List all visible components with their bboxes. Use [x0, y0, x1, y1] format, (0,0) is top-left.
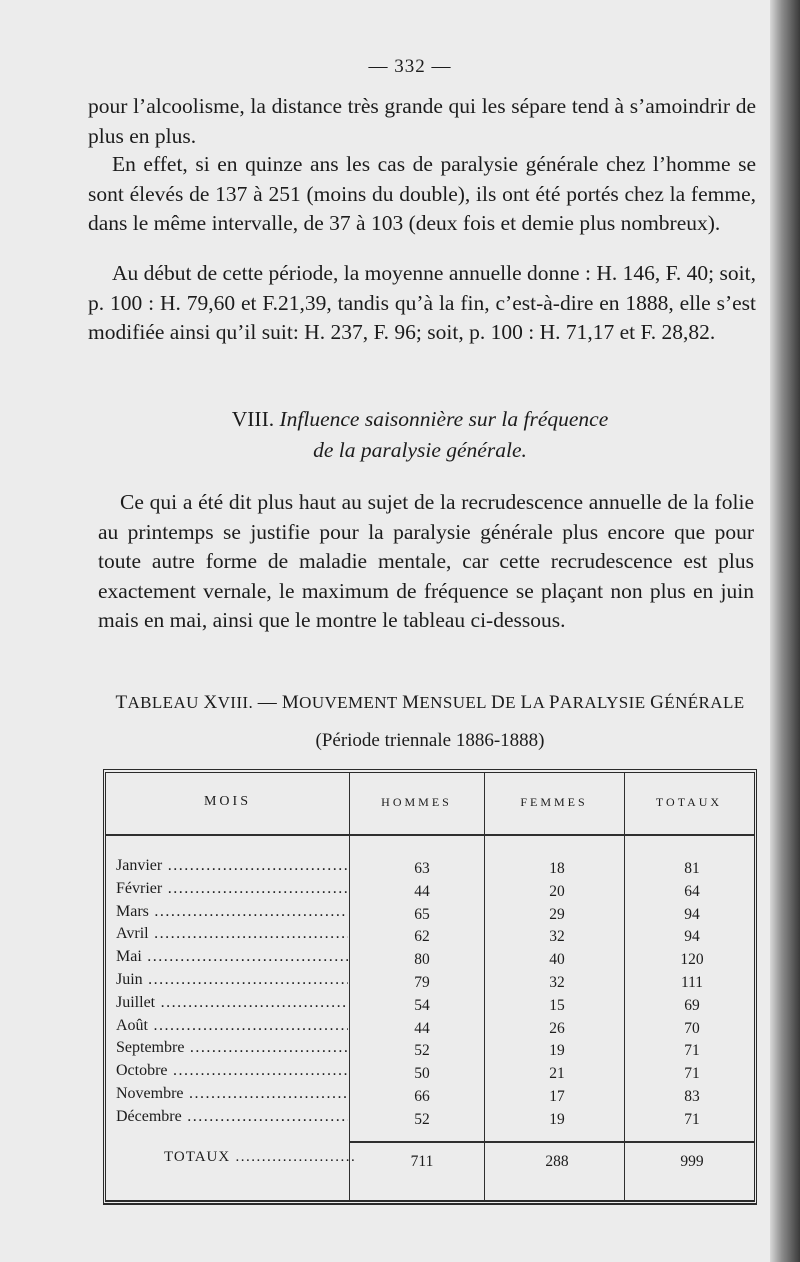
femmes-value: 19 [549, 1042, 565, 1060]
table-row [106, 1017, 754, 1040]
month-name: Décembre ..... [116, 1108, 348, 1126]
femmes-value: 15 [549, 996, 565, 1014]
totaux-value: 71 [684, 1042, 700, 1060]
table-row [106, 994, 754, 1017]
femmes-value: 18 [549, 860, 565, 877]
header-rule [106, 834, 754, 836]
section-title-line-1: Influence saisonnière sur la fréquence [279, 407, 609, 431]
month-name: Septembre ..... [116, 1039, 348, 1057]
paragraph-3: Au début de cette période, la moyenne annuelle donne : H. 146, F. 40; soit, p. 100 : H. 79,60 et F.21,39, tandis qu’à la fin, c’est-à-dire en 1888, elle s’est modifiée ainsi qu’il suit: H. 237, F. 96; soit, p. 100 : H. 71,17 et F. 28,82. [88, 261, 756, 345]
month-name: Novembre ..... [116, 1085, 348, 1103]
totaux-value: 71 [684, 1065, 700, 1083]
table-row [106, 1085, 754, 1108]
table-row [106, 880, 754, 903]
totaux-value: 94 [684, 905, 700, 923]
femmes-value: 17 [549, 1088, 565, 1105]
femmes-value: 32 [549, 974, 565, 991]
hommes-value: 66 [414, 1088, 430, 1105]
paragraph-4: Ce qui a été dit plus haut au sujet de la recrudescence annuelle de la folie au printemps se justifie pour la paralysie générale plus encore que pour toute autre forme de maladie mentale, car cette recrudescence est plus exactement vernale, le maximum de fréquence se plaçant non plus en juin mais en mai, ainsi que le montre le tableau ci-dessous. [98, 490, 754, 633]
total-rule [349, 1141, 754, 1143]
month-name: Avril ..... [116, 925, 348, 943]
total-label [164, 1149, 354, 1166]
month-name: Mai ..... [116, 948, 348, 966]
table-row [106, 1039, 754, 1062]
month-name: Juin ..... [116, 971, 348, 989]
femmes-value: 19 [549, 1110, 565, 1128]
total-hommes: 711 [410, 1153, 434, 1170]
paragraph-1: pour l’alcoolisme, la distance très grande qui les sépare tend à s’amoindrir de plus en plus. [88, 94, 756, 148]
femmes-value: 32 [549, 928, 565, 946]
totaux-value: 69 [684, 996, 700, 1014]
table-row [106, 1108, 754, 1131]
total-label-text: TOTAUX [164, 1149, 231, 1165]
hommes-value: 62 [414, 928, 430, 946]
hommes-value: 52 [414, 1110, 430, 1128]
hommes-value: 65 [414, 905, 430, 923]
totaux-value: 71 [684, 1110, 700, 1128]
hommes-value: 63 [414, 860, 430, 877]
header-mois: MOIS [203, 794, 251, 809]
femmes-value: 20 [549, 882, 565, 900]
totaux-value: 111 [680, 974, 704, 991]
table-row [106, 925, 754, 948]
totaux-value: 81 [684, 860, 700, 877]
totaux-value: 83 [684, 1088, 700, 1105]
hommes-value: 80 [414, 951, 430, 969]
totaux-value: 120 [680, 951, 704, 969]
hommes-value: 54 [414, 996, 430, 1014]
table-row [106, 1062, 754, 1085]
section-title-line-2: de la paralysie générale. [313, 438, 527, 462]
header-totaux: TOTAUX [655, 795, 723, 809]
page-number: — 332 — [368, 56, 452, 77]
header-hommes: HOMMES [381, 795, 452, 809]
table-row [106, 903, 754, 926]
section-heading [90, 404, 750, 466]
hommes-value: 44 [414, 882, 430, 900]
totaux-value: 94 [684, 928, 700, 946]
total-femmes: 288 [545, 1153, 569, 1170]
totaux-value: 70 [684, 1019, 700, 1037]
month-name: Juillet ..... [116, 994, 348, 1012]
month-name: Janvier ..... [116, 857, 348, 875]
section-number: VIII. [231, 407, 275, 431]
header-femmes: FEMMES [520, 795, 588, 809]
femmes-value: 40 [549, 951, 565, 969]
table-caption [90, 692, 770, 714]
month-name: Octobre ..... [116, 1062, 348, 1080]
hommes-value: 50 [414, 1065, 430, 1083]
totaux-value: 64 [684, 882, 700, 900]
paragraph-2: En effet, si en quinze ans les cas de paralysie générale chez l’homme se sont élevés de 137 à 251 (moins du double), ils ont été portés chez la femme, dans le même intervalle, de 37 à 103 (deux fois et demie plus nombreux). [88, 152, 756, 236]
page-edge-shadow [770, 0, 800, 1262]
femmes-value: 26 [549, 1019, 565, 1037]
table-row [106, 948, 754, 971]
month-name: Février ..... [116, 880, 348, 898]
month-name: Mars ..... [116, 903, 348, 921]
hommes-value: 44 [414, 1019, 430, 1037]
monthly-table [103, 769, 757, 1205]
total-totaux: 999 [680, 1153, 704, 1170]
table-row [106, 857, 754, 880]
femmes-value: 21 [549, 1065, 565, 1083]
table-caption-text: TABLEAU XVIII. — MOUVEMENT MENSUEL DE LA PARALYSIE GÉNÉRALE [115, 692, 745, 713]
table-subcaption: (Période triennale 1886-1888) [315, 730, 545, 751]
table-row [106, 971, 754, 994]
hommes-value: 52 [414, 1042, 430, 1060]
month-name: Août ..... [116, 1017, 348, 1035]
femmes-value: 29 [549, 905, 565, 923]
hommes-value: 79 [414, 974, 430, 991]
